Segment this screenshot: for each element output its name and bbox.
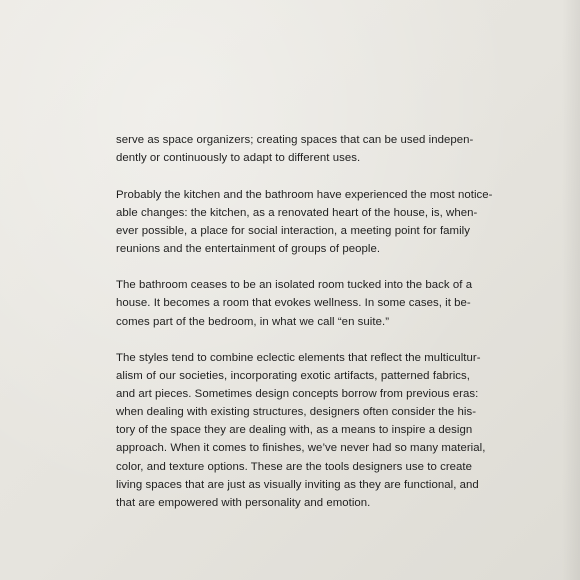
page-edge-shadow [562, 0, 580, 580]
text-line: when dealing with existing structures, designers often consider the his- [116, 406, 477, 419]
text-line: reunions and the entertainment of groups of people. [116, 242, 381, 255]
text-line: approach. When it comes to finishes, we’ve never had so many material, [116, 442, 486, 455]
text-line: ever possible, a place for social interaction, a meeting point for family [116, 224, 470, 237]
text-line: The styles tend to combine eclectic elements that reflect the multicultur- [116, 352, 481, 365]
text-line: color, and texture options. These are the tools designers use to create [116, 460, 473, 473]
text-line: able changes: the kitchen, as a renovated heart of the house, is, when- [116, 206, 478, 219]
text-line: comes part of the bedroom, in what we call “en suite.” [116, 315, 390, 328]
paragraph-1 [116, 131, 474, 167]
text-line: living spaces that are just as visually inviting as they are functional, and [116, 478, 479, 491]
text-line: that are empowered with personality and emotion. [116, 496, 371, 509]
paragraph-4 [116, 349, 486, 512]
text-line: and art pieces. Sometimes design concepts borrow from previous eras: [116, 388, 479, 401]
text-line: dently or continuously to adapt to different uses. [116, 152, 361, 165]
text-line: alism of our societies, incorporating exotic artifacts, patterned fabrics, [116, 370, 470, 383]
paragraph-3 [116, 276, 473, 330]
text-line: serve as space organizers; creating spaces that can be used indepen- [116, 134, 474, 146]
text-line: tory of the space they are dealing with, as a means to inspire a design [116, 424, 473, 437]
text-line: The bathroom ceases to be an isolated room tucked into the back of a [116, 279, 473, 292]
text-line: house. It becomes a room that evokes wellness. In some cases, it be- [116, 297, 471, 310]
text-line: Probably the kitchen and the bathroom have experienced the most notice- [116, 188, 493, 201]
paragraph-2 [116, 186, 493, 258]
body-text [116, 131, 493, 530]
